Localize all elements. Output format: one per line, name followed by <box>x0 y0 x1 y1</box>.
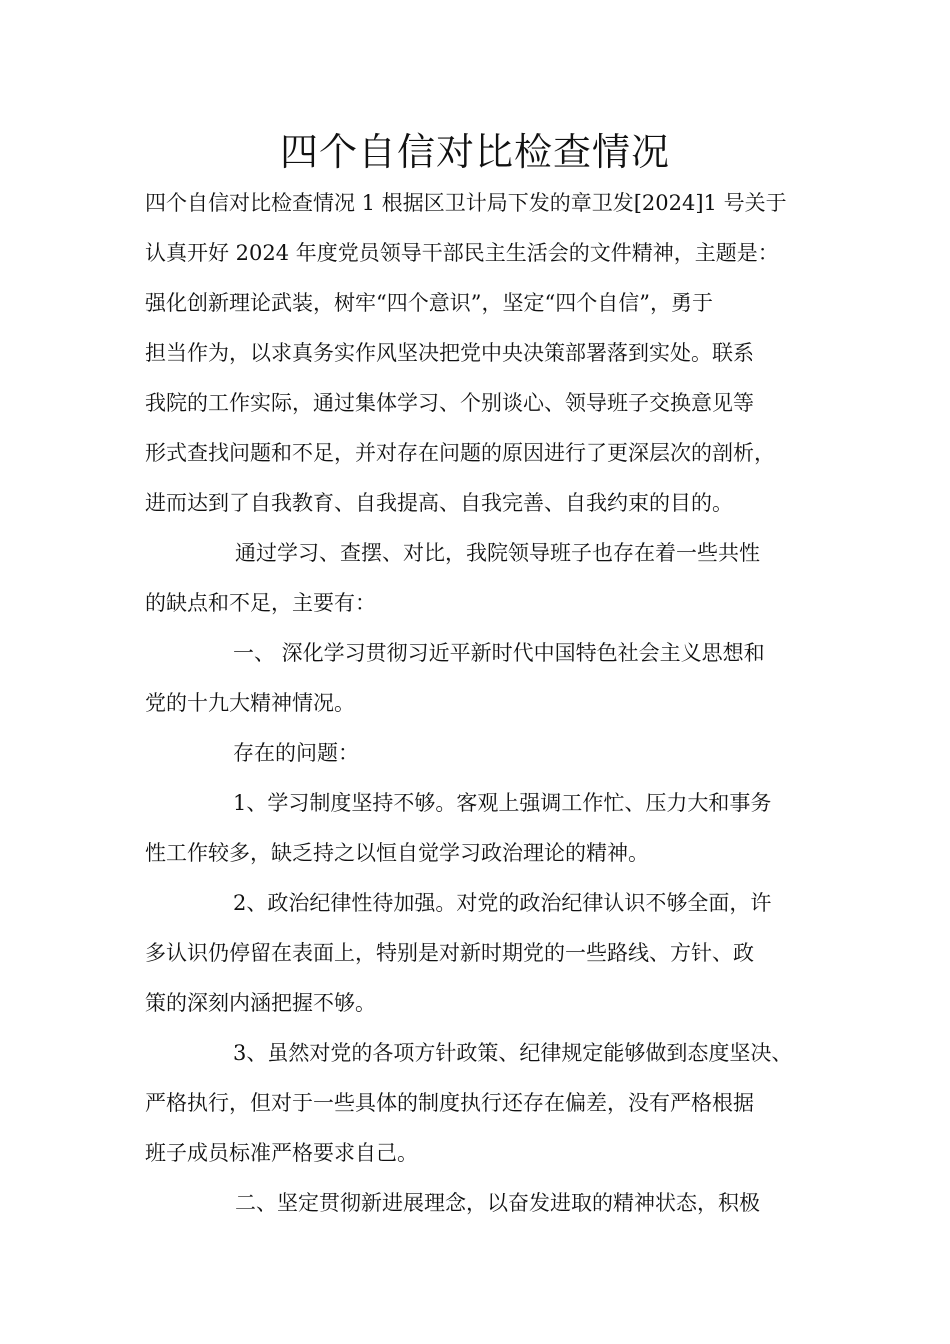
text-line: 形式查找问题和不足，并对存在问题的原因进行了更深层次的剖析， <box>145 441 775 465</box>
section-heading: 二、坚定贯彻新进展理念，以奋发进取的精神状态，积极 <box>235 1191 760 1215</box>
text-line: 认真开好 2024 年度党员领导干部民主生活会的文件精神，主题是： <box>145 241 779 265</box>
text-line: 强化创新理论武装，树牢“四个意识”，坚定“四个自信”，勇于 <box>145 291 713 315</box>
text-line: 性工作较多，缺乏持之以恒自觉学习政治理论的精神。 <box>145 841 649 865</box>
text-line: 我院的工作实际，通过集体学习、个别谈心、领导班子交换意见等 <box>145 391 754 415</box>
text-line: 班子成员标准严格要求自己。 <box>145 1141 418 1165</box>
document-body <box>145 178 815 1228</box>
list-item: 3、虽然对党的各项方针政策、纪律规定能够做到态度坚决、 <box>233 1041 793 1065</box>
text-line: 多认识仍停留在表面上，特别是对新时期党的一些路线、方针、政 <box>145 941 754 965</box>
text-line: 策的深刻内涵把握不够。 <box>145 991 376 1015</box>
section-heading: 一、 深化学习贯彻习近平新时代中国特色社会主义思想和 <box>233 641 765 665</box>
text-line: 进而达到了自我教育、自我提高、自我完善、自我约束的目的。 <box>145 491 733 515</box>
text-line: 担当作为，以求真务实作风坚决把党中央决策部署落到实处。联系 <box>145 341 754 365</box>
document-title: 四个自信对比检查情况 <box>279 130 670 174</box>
text-line: 通过学习、查摆、对比，我院领导班子也存在着一些共性 <box>235 541 760 565</box>
list-item: 2、政治纪律性待加强。对党的政治纪律认识不够全面，许 <box>233 891 772 915</box>
subheading: 存在的问题： <box>233 741 359 765</box>
text-line: 严格执行，但对于一些具体的制度执行还存在偏差，没有严格根据 <box>145 1091 754 1115</box>
list-item: 1、学习制度坚持不够。客观上强调工作忙、压力大和事务 <box>233 791 772 815</box>
text-line: 党的十九大精神情况。 <box>145 691 355 715</box>
text-line: 四个自信对比检查情况 1 根据区卫计局下发的章卫发[2024]1 号关于 <box>145 191 787 215</box>
text-line: 的缺点和不足，主要有： <box>145 591 376 615</box>
